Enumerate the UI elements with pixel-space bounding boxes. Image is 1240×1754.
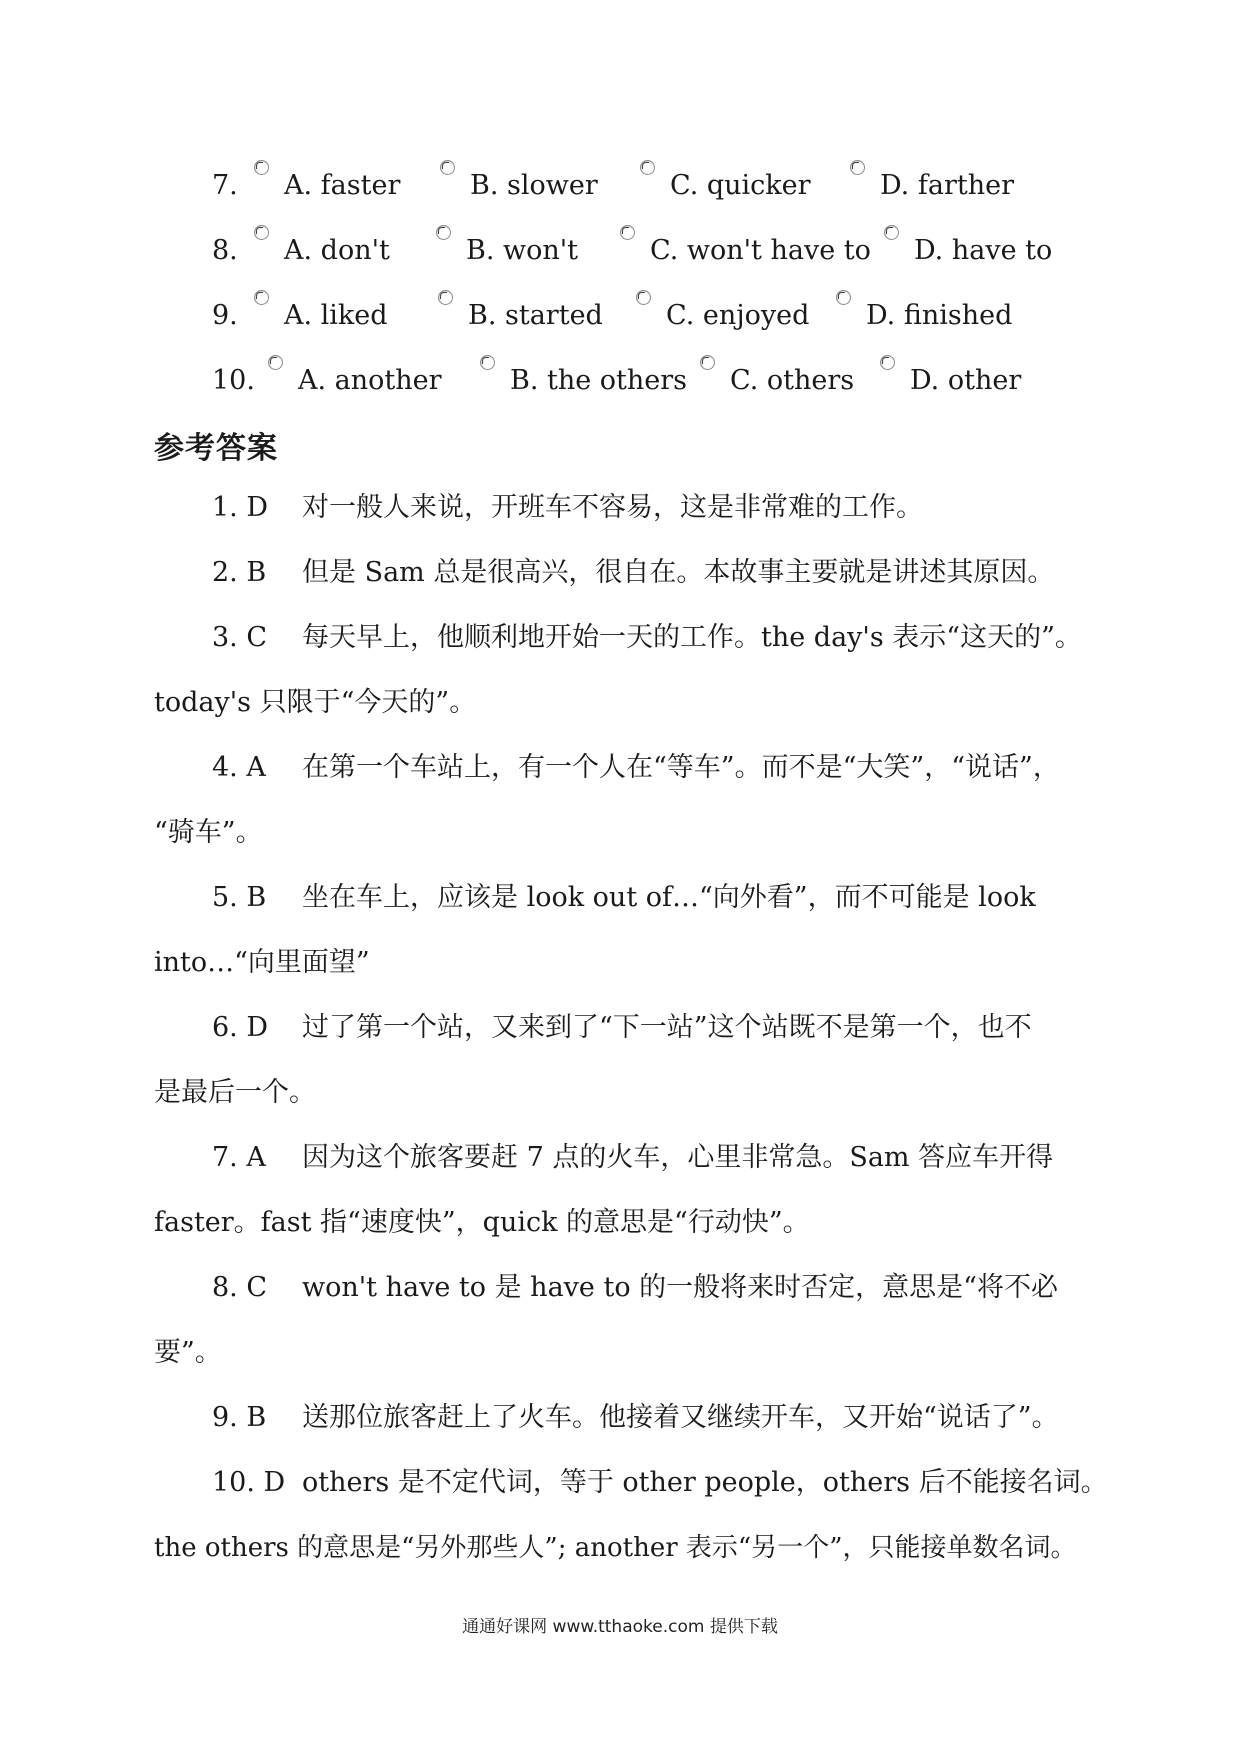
- answer-item: [212, 1268, 1058, 1308]
- answer-text-continued: faster。fast 指“速度快”，quick 的意思是“行动快”。: [154, 1207, 810, 1238]
- radio-icon[interactable]: [440, 160, 455, 175]
- answer-text: 在第一个车站上，有一个人在“等车”。而不是“大笑”，“说话”，: [302, 752, 1060, 783]
- answer-text: 送那位旅客赶上了火车。他接着又继续开车，又开始“说话了”。: [302, 1402, 1059, 1433]
- radio-icon[interactable]: [436, 225, 451, 240]
- answer-item: [212, 878, 1036, 918]
- answer-item: [212, 1138, 1053, 1178]
- answer-text-continued: 要”。: [154, 1337, 222, 1368]
- answer-key: 5. B: [212, 882, 267, 913]
- radio-icon[interactable]: [480, 355, 495, 370]
- answer-key: 2. B: [212, 557, 267, 588]
- answer-text-continued: the others 的意思是“另外那些人”; another 表示“另一个”，只能接单数名词。: [154, 1533, 1077, 1563]
- answer-text: 坐在车上，应该是 look out of…“向外看”，而不可能是 look: [302, 882, 1036, 913]
- question-number: 8.: [212, 235, 238, 266]
- answer-key: 10. D: [212, 1467, 286, 1498]
- radio-icon[interactable]: [836, 290, 851, 305]
- answer-text: 对一般人来说，开班车不容易，这是非常难的工作。: [302, 492, 923, 523]
- answer-key: 6. D: [212, 1012, 268, 1043]
- page-footer: 通通好课网 www.tthaoke.com 提供下载: [462, 1617, 778, 1637]
- answer-item: [212, 488, 923, 528]
- radio-icon[interactable]: [636, 290, 651, 305]
- answer-item: [212, 618, 1082, 658]
- answer-item: [212, 553, 1054, 593]
- radio-icon[interactable]: [700, 355, 715, 370]
- radio-icon[interactable]: [640, 160, 655, 175]
- answer-text: won't have to 是 have to 的一般将来时否定，意思是“将不必: [302, 1272, 1058, 1303]
- section-title: 参考答案: [154, 431, 278, 466]
- answer-text-continued: today's 只限于“今天的”。: [154, 687, 477, 718]
- radio-icon[interactable]: [884, 225, 899, 240]
- answer-text: others 是不定代词，等于 other people，others 后不能接名词。: [302, 1467, 1108, 1498]
- answer-key: 8. C: [212, 1272, 268, 1303]
- radio-icon[interactable]: [438, 290, 453, 305]
- radio-icon[interactable]: [850, 160, 865, 175]
- answer-key: 4. A: [212, 752, 266, 783]
- answer-key: 7. A: [212, 1142, 266, 1173]
- question-number: 7.: [212, 170, 238, 201]
- answer-text-continued: into…“向里面望”: [154, 947, 370, 978]
- radio-icon[interactable]: [268, 355, 283, 370]
- answer-text: 因为这个旅客要赶 7 点的火车，心里非常急。Sam 答应车开得: [302, 1142, 1054, 1173]
- answer-text-continued: 是最后一个。: [154, 1077, 316, 1108]
- answer-key: 3. C: [212, 622, 268, 653]
- question-number: 10.: [212, 365, 255, 396]
- answer-text-continued: “骑车”。: [154, 817, 263, 848]
- answer-key: 1. D: [212, 492, 268, 523]
- radio-icon[interactable]: [254, 290, 269, 305]
- answer-item: [212, 1398, 1059, 1438]
- answer-text: 但是 Sam 总是很高兴，很自在。本故事主要就是讲述其原因。: [302, 557, 1055, 588]
- radio-icon[interactable]: [620, 225, 635, 240]
- answer-item: [212, 1008, 1032, 1048]
- answer-text: 过了第一个站，又来到了“下一站”这个站既不是第一个，也不: [302, 1012, 1032, 1043]
- document-page: 7. A. faster B. slower C. quicker D. farther 8. A. don't B. won't C. won't have to D. have to 9. A. liked B. started C. enjoyed D. finished 10. A. another B. the others C. others D. other 参考答案 1. D 对一般人来说，开班车不容易，这是非常难的工作。 2. B 但是 Sam 总是很高兴，很自在。本故事主要就是讲述其原因。 3. C 每天早上，他顺利地开始一天的工作。the day's 表示“这天的”。 today's 只限于“今天的”。 4. A 在第一个车站上，有一个人在“等车”。而不是“大笑”，“说话”， “骑车”。 5. B 坐在车上，应该是 look out of…“向外看”，而不可能是 look into…“向里面望” 6. D 过了第一个站，又来到了“下一站”这个站既不是第一个，也不 是最后一个。 7. A 因为这个旅客要赶 7 点的火车，心里非常急。Sam 答应车开得 faster。fast 指“速度快”，quick 的意思是“行动快”。 8. C won't have to 是 have to 的一般将来时否定，意思是“将不必 要”。 9. B 送那位旅客赶上了火车。他接着又继续开车，又开始“说话了”。 10. D others 是不定代词，等于 other people，others 后不能接名词。 the others 的意思是“另外那些人”; another 表示“另一个”，只能接单数名词。 通通好课网 www.tthaoke.com 提供下载: [0, 0, 1240, 1754]
- answer-item: [212, 748, 1060, 788]
- question-number: 9.: [212, 300, 238, 331]
- answer-item: [212, 1463, 1108, 1503]
- radio-icon[interactable]: [880, 355, 895, 370]
- radio-icon[interactable]: [254, 160, 269, 175]
- answer-text: 每天早上，他顺利地开始一天的工作。the day's 表示“这天的”。: [302, 622, 1082, 653]
- answer-key: 9. B: [212, 1402, 267, 1433]
- radio-icon[interactable]: [254, 225, 269, 240]
